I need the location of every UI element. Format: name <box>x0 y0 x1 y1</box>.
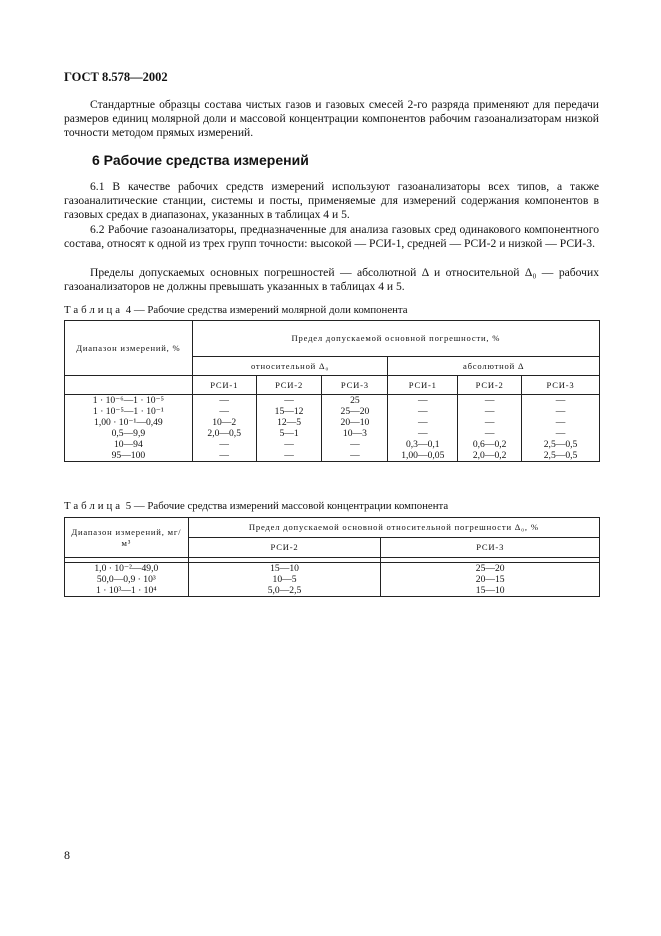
table-cell: — <box>388 428 458 439</box>
table-cell: 0,5—9,9 <box>65 428 193 439</box>
table-cell: 25—20 <box>322 406 388 417</box>
table-cell: 5,0—2,5 <box>188 585 381 597</box>
table-row <box>65 585 600 597</box>
table-cell: 10—5 <box>188 574 381 585</box>
table-cell: — <box>522 428 600 439</box>
table5-header-limit: Предел допускаемой основной относительной погрешности Δ₀, % <box>188 518 599 538</box>
table-cell: — <box>522 417 600 428</box>
table-cell: 10—3 <box>322 428 388 439</box>
table4-header-absolute: абсолютной Δ <box>388 357 600 376</box>
table5-header-range: Диапазон измерений, мг/м³ <box>65 518 189 558</box>
table-cell: 2,5—0,5 <box>522 439 600 450</box>
intro-paragraph: Стандартные образцы состава чистых газов и газовых смесей 2-го разряда применяют для передачи размеров единиц молярной доли и массовой концентрации компонентов рабочим газоанализаторам низкой точности методом прямых измерений. <box>64 98 599 140</box>
table-cell: — <box>256 450 322 462</box>
table-row <box>65 439 600 450</box>
table-cell: 15—10 <box>188 563 381 575</box>
table-cell: 1,00—0,05 <box>388 450 458 462</box>
table-cell: — <box>192 406 256 417</box>
page-number: 8 <box>64 848 70 862</box>
table5-header-class: РСИ-3 <box>381 538 600 558</box>
table-cell: 25 <box>322 395 388 407</box>
table-4 <box>64 320 600 462</box>
table-cell: 2,0—0,2 <box>458 450 522 462</box>
table-cell: 25—20 <box>381 563 600 575</box>
table5-caption-text: 5 — Рабочие средства измерений массовой концентрации компонента <box>125 500 449 512</box>
table-cell: — <box>388 395 458 407</box>
table5-header-class: РСИ-2 <box>188 538 381 558</box>
table4-header-limit: Предел допускаемой основной погрешности, % <box>192 321 599 357</box>
table-cell: — <box>458 406 522 417</box>
table-row <box>65 406 600 417</box>
table4-header-class: РСИ-3 <box>522 376 600 395</box>
table-cell: 2,0—0,5 <box>192 428 256 439</box>
table-cell: — <box>388 406 458 417</box>
table-row <box>65 395 600 407</box>
section-heading: 6 Рабочие средства измерений <box>92 152 309 168</box>
table-cell: 15—10 <box>381 585 600 597</box>
table4-header-blank <box>65 376 193 395</box>
table-cell: 0,3—0,1 <box>388 439 458 450</box>
table4-header-class: РСИ-2 <box>256 376 322 395</box>
table-cell: — <box>192 395 256 407</box>
table-cell: — <box>522 395 600 407</box>
table-cell: — <box>192 450 256 462</box>
table-cell: 10—2 <box>192 417 256 428</box>
table4-caption-text: 4 — Рабочие средства измерений молярной доли компонента <box>125 304 408 316</box>
table-cell: 1 · 10³—1 · 10⁴ <box>65 585 189 597</box>
table-cell: 5—1 <box>256 428 322 439</box>
table4-header-class: РСИ-2 <box>458 376 522 395</box>
table5-label: Таблица <box>64 500 124 512</box>
table-cell: 10—94 <box>65 439 193 450</box>
table-row <box>65 574 600 585</box>
table-cell: — <box>458 417 522 428</box>
table-row <box>65 428 600 439</box>
table-cell: — <box>458 428 522 439</box>
table-row <box>65 450 600 462</box>
table-cell: — <box>522 406 600 417</box>
table-cell: — <box>192 439 256 450</box>
paragraph-6-1: 6.1 В качестве рабочих средств измерений используют газоанализаторы всех типов, а также газоаналитические станции, системы и посты, применяемые для измерений содержания компонентов в газовых средах в диапазонах, указанных в таблицах 4 и 5. <box>64 180 599 222</box>
table4-label: Таблица <box>64 304 124 316</box>
table4-header-class: РСИ-3 <box>322 376 388 395</box>
table-cell: 20—15 <box>381 574 600 585</box>
table-5 <box>64 517 600 597</box>
table-cell: 1,0 · 10⁻²—49,0 <box>65 563 189 575</box>
table4-header-relative: относительной Δ₀ <box>192 357 388 376</box>
table-cell: 20—10 <box>322 417 388 428</box>
table-cell: 1 · 10⁻⁶—1 · 10⁻⁵ <box>65 395 193 407</box>
table-cell: 0,6—0,2 <box>458 439 522 450</box>
standard-header: ГОСТ 8.578—2002 <box>64 70 168 84</box>
table-row <box>65 417 600 428</box>
table-cell: — <box>256 395 322 407</box>
table-cell: 15—12 <box>256 406 322 417</box>
table-cell: 1,00 · 10⁻¹—0,49 <box>65 417 193 428</box>
table4-header-range: Диапазон измерений, % <box>65 321 193 376</box>
paragraph-6-2: 6.2 Рабочие газоанализаторы, предназначенные для анализа газовых сред одинакового компонентного состава, относят к одной из трех групп точности: высокой — РСИ-1, средней — РСИ-2 и низкой — РСИ-3. <box>64 223 599 251</box>
table-cell: 1 · 10⁻⁵—1 · 10⁻¹ <box>65 406 193 417</box>
table-row <box>65 563 600 575</box>
table-cell: 95—100 <box>65 450 193 462</box>
table4-header-class: РСИ-1 <box>388 376 458 395</box>
table-cell: 12—5 <box>256 417 322 428</box>
table4-caption <box>64 304 408 316</box>
table-cell: — <box>256 439 322 450</box>
table-cell: — <box>388 417 458 428</box>
table-cell: — <box>458 395 522 407</box>
table5-caption <box>64 500 448 512</box>
paragraph-limits: Пределы допускаемых основных погрешностей — абсолютной Δ и относительной Δ₀ — рабочих газоанализаторов не должны превышать указанных в таблицах 4 и 5. <box>64 266 599 294</box>
table-cell: — <box>322 439 388 450</box>
table4-header-class: РСИ-1 <box>192 376 256 395</box>
table-cell: 50,0—0,9 · 10³ <box>65 574 189 585</box>
table-cell: — <box>322 450 388 462</box>
table-cell: 2,5—0,5 <box>522 450 600 462</box>
